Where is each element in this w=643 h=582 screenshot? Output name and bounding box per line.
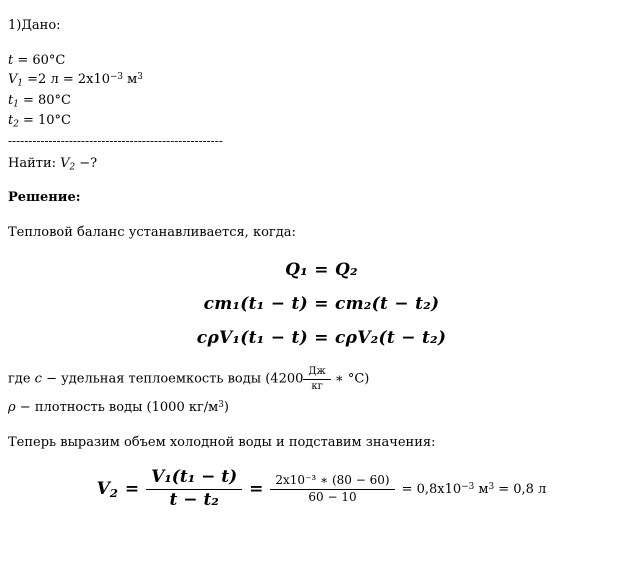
unit-m: м [123,72,138,88]
find-subscript: 2 [69,162,76,173]
rho-line [0,400,643,415]
numeric-numerator: 2x10⁻³ ∗ (80 − 60) [270,474,394,490]
final-equation [0,468,643,510]
solution-heading: Решение: [8,190,81,206]
unit-exponent-3: 3 [137,72,143,82]
given-heading: Дано: [21,18,61,33]
result-unit-exponent: 3 [488,481,495,492]
where-text-after: ∗ °C) [330,371,370,387]
symbol-t2: t [8,113,14,129]
formula-numerator: V₁(t₁ − t) [146,468,242,490]
units-denominator: кг [311,380,323,392]
equation-q1-q2: Q₁ = Q₂ [285,260,358,281]
subscript-1: 1 [17,78,24,89]
equals-1: = [124,479,140,500]
express-text: Теперь выразим объем холодной воды и подставим значения: [8,435,436,451]
find-symbol: V [60,155,70,171]
symbol-t: t [8,53,14,68]
balance-text: Тепловой баланс устанавливается, когда: [8,225,296,241]
subscript-1: 1 [13,99,19,110]
symbol-t1: t [8,92,14,108]
value-t2: = 10°C [18,113,72,129]
symbol-rho: ρ [8,400,16,416]
symbol-c: c [34,371,42,387]
find-line [0,156,643,172]
rho-tail: ) [223,400,229,416]
equation-cm: cm₁(t₁ − t) = cm₂(t − t₂) [203,294,440,315]
value-t: = 60°C [13,53,66,68]
given-line-t2 [0,113,643,129]
result-exponent: −3 [461,481,475,492]
given-line-t [0,53,643,68]
rho-exponent: 3 [218,400,224,411]
units-numerator: Дж [303,366,330,380]
find-tail: −? [75,155,98,171]
formula-fraction [146,468,242,510]
result-value: 0,8x10 [416,482,462,497]
problem-heading [0,18,643,33]
where-prefix: где [8,371,35,387]
given-line-t1 [0,93,643,109]
find-label: Найти: [8,155,61,171]
symbol-v: V [8,72,18,88]
exponent-neg3: −3 [110,72,124,82]
numeric-fraction [270,474,394,505]
equation-crho: cρV₁(t₁ − t) = cρV₂(t − t₂) [196,328,447,349]
final-lhs-subscript: 2 [109,486,118,500]
where-text: − удельная теплоемкость воды (4200 [41,371,304,387]
given-line-v1 [0,72,643,89]
where-line [0,366,643,392]
problem-number: 1) [8,18,22,33]
formula-denominator: t − t₂ [169,489,219,510]
rho-text: − плотность воды (1000 кг/м [15,400,219,416]
equals-3: = [401,482,413,497]
units-fraction [303,366,330,392]
result-unit: м [474,482,489,497]
subscript-2: 2 [13,119,19,130]
final-lhs-symbol: V [96,478,110,499]
final-result [402,482,547,497]
result-tail: = 0,8 л [494,482,547,497]
final-lhs [97,479,118,500]
equals-2: = [249,479,264,500]
numeric-denominator: 60 − 10 [308,489,357,504]
value-v1: =2 л = 2x10 [23,72,111,88]
divider-line: ----------------------------------------------------- [8,133,223,148]
value-t1: = 80°C [18,92,72,108]
